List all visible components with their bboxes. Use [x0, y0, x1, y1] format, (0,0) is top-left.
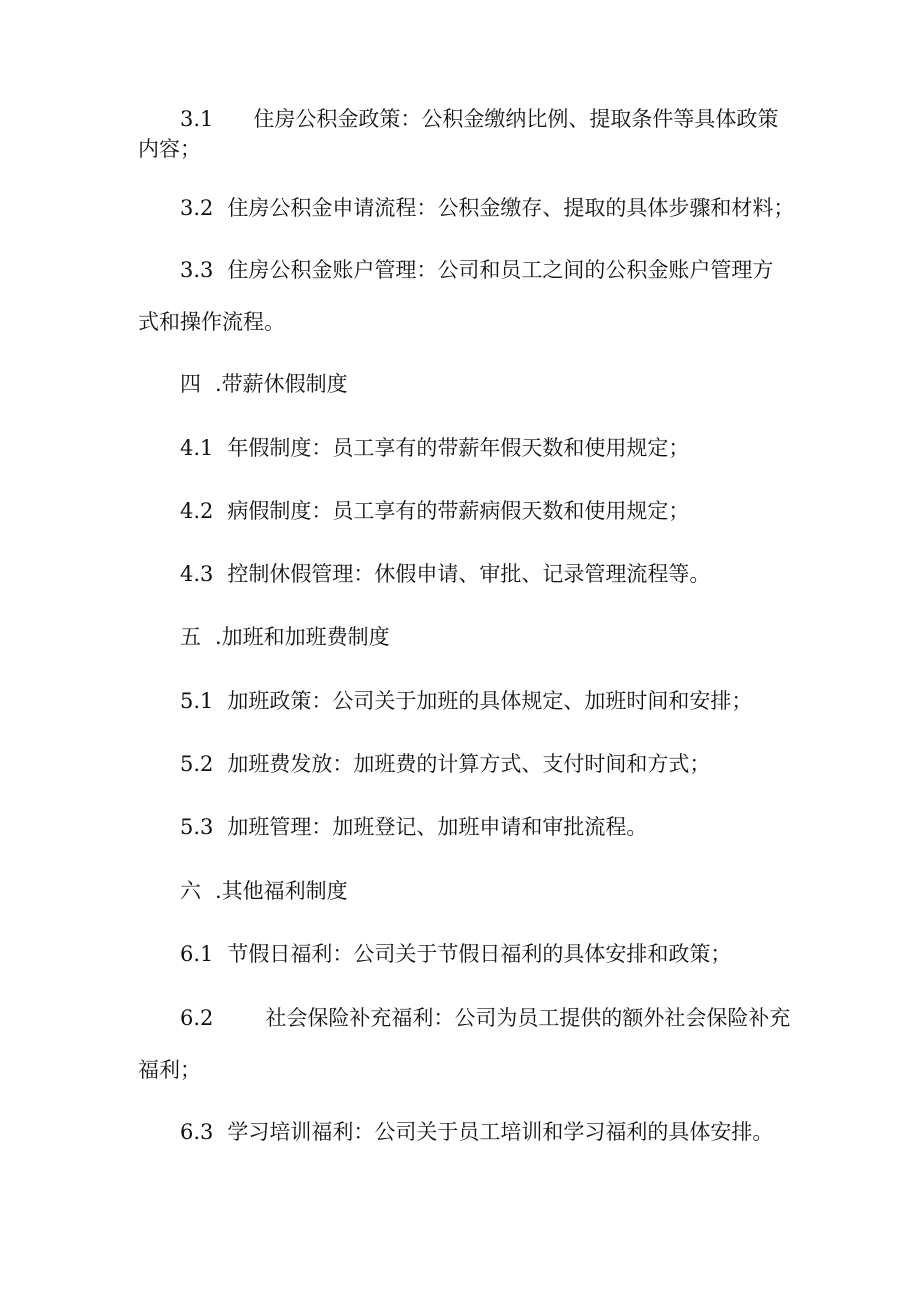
section-number: 五	[180, 625, 201, 649]
paragraph-number: 3.2	[180, 196, 214, 220]
section-title: .其他福利制度	[215, 879, 348, 903]
paragraph-5-1	[138, 686, 802, 716]
paragraph-6-1	[138, 939, 802, 969]
paragraph-number: 6.1	[180, 942, 214, 966]
paragraph-4-2	[138, 496, 802, 526]
paragraph-3-1	[138, 104, 802, 164]
section-number: 四	[180, 372, 201, 396]
paragraph-continuation: 内容；	[138, 137, 201, 161]
paragraph-number: 4.2	[180, 499, 214, 523]
paragraph-continuation: 式和操作流程。	[138, 310, 285, 334]
paragraph-text: 住房公积金账户管理：公司和员工之间的公积金账户管理方	[227, 258, 774, 282]
paragraph-number: 4.1	[180, 436, 214, 460]
paragraph-4-3	[138, 559, 802, 589]
section-title: .加班和加班费制度	[215, 625, 390, 649]
paragraph-3-2	[138, 193, 802, 223]
paragraph-number: 3.3	[180, 258, 214, 282]
section-number: 六	[180, 879, 201, 903]
section-heading-5	[138, 622, 802, 652]
paragraph-number: 5.1	[180, 689, 214, 713]
paragraph-text: 加班费发放：加班费的计算方式、支付时间和方式；	[227, 752, 711, 776]
paragraph-text: 加班政策：公司关于加班的具体规定、加班时间和安排；	[227, 689, 753, 713]
section-heading-4	[138, 369, 802, 399]
paragraph-text: 控制休假管理：休假申请、审批、记录管理流程等。	[227, 562, 711, 586]
paragraph-text: 住房公积金政策：公积金缴纳比例、提取条件等具体政策	[253, 107, 779, 131]
paragraph-text: 节假日福利：公司关于节假日福利的具体安排和政策；	[227, 942, 732, 966]
paragraph-6-3	[138, 1117, 802, 1147]
paragraph-number: 4.3	[180, 562, 214, 586]
paragraph-4-1	[138, 433, 802, 463]
paragraph-continuation: 福利；	[138, 1058, 201, 1082]
paragraph-5-2	[138, 749, 802, 779]
section-heading-6	[138, 876, 802, 906]
paragraph-number: 6.3	[180, 1120, 214, 1144]
paragraph-number: 5.3	[180, 815, 214, 839]
paragraph-text: 社会保险补充福利：公司为员工提供的额外社会保险补充	[265, 1006, 791, 1030]
section-title: .带薪休假制度	[215, 372, 348, 396]
paragraph-number: 6.2	[180, 1006, 214, 1030]
paragraph-number: 5.2	[180, 752, 214, 776]
paragraph-text: 年假制度：员工享有的带薪年假天数和使用规定；	[227, 436, 690, 460]
paragraph-text: 加班管理：加班登记、加班申请和审批流程。	[227, 815, 648, 839]
paragraph-3-3	[138, 255, 802, 337]
paragraph-6-2	[138, 1003, 802, 1085]
paragraph-text: 病假制度：员工享有的带薪病假天数和使用规定；	[227, 499, 690, 523]
paragraph-5-3	[138, 812, 802, 842]
paragraph-text: 学习培训福利：公司关于员工培训和学习福利的具体安排。	[227, 1120, 774, 1144]
paragraph-number: 3.1	[180, 107, 214, 131]
paragraph-text: 住房公积金申请流程：公积金缴存、提取的具体步骤和材料；	[227, 196, 795, 220]
